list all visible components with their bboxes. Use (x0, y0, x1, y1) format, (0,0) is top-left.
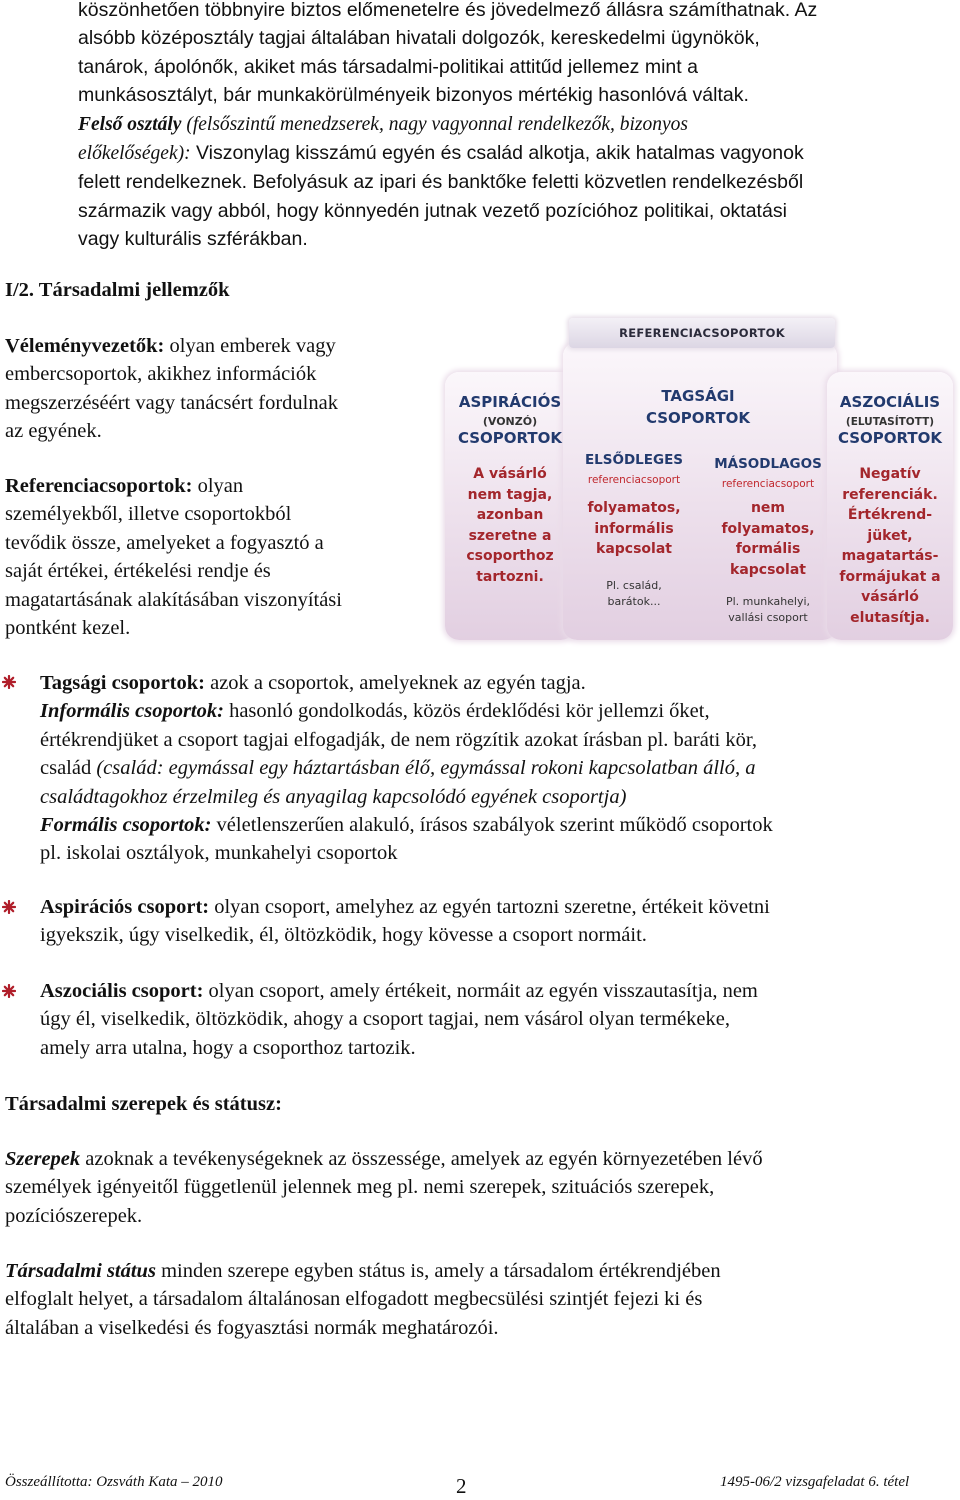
text-line: vagy kulturális szférákban. (78, 228, 308, 251)
upper-class-desc: (felsőszintű menedzserek, nagy vagyonnal rendelkezők, bizonyos (181, 113, 688, 135)
desc-line: informális (594, 520, 674, 537)
text-line (40, 977, 940, 1005)
example-line: Pl. család, (606, 579, 662, 592)
text-line (78, 110, 948, 139)
status-term: Társadalmi státus (5, 1260, 156, 1282)
text-span: család (40, 757, 97, 780)
aspirational-desc (445, 464, 575, 587)
text-span: olyan csoport, amely értékeit, normáit az egyén visszautasítja, nem (203, 980, 758, 1002)
example-line: Pl. munkahelyi, (725, 595, 811, 608)
reference-groups-paragraph (5, 472, 425, 642)
text-span: azoknak a tevékenységeknek az összessége, amelyek az egyén környezetében lévő (80, 1148, 763, 1170)
text-line (40, 669, 940, 697)
text-line (40, 893, 940, 921)
desc-line: formájukat a (839, 568, 941, 585)
primary-desc (567, 498, 701, 560)
text-line: alsóbb középosztály tagjai általában hivatali dolgozók, kereskedelmi ügynökök, (78, 27, 760, 50)
text-line: családtagokhoz érzelmileg és anyagilag kapcsolódó egyének csoportja) (40, 785, 627, 808)
associal-group-term: Aszociális csoport: (40, 980, 204, 1002)
text-line: elfoglalt helyet, a társadalom általánosan elfogadott megbecsülési szintjét fejezi ki és (5, 1288, 703, 1311)
desc-line: elutasítja. (850, 609, 930, 626)
family-definition: (család: egymással egy háztartásban élő, egymással rokoni kapcsolatban álló, a (96, 757, 756, 780)
desc-line: kapcsolat (596, 541, 672, 557)
text-line: amely arra utalna, hogy a csoporthoz tartozik. (40, 1036, 416, 1059)
text-line: embercsoportok, akikhez információk (5, 363, 317, 386)
membership-groups-term: Tagsági csoportok: (40, 672, 205, 694)
bullet-star-icon (2, 984, 16, 998)
text-line: megszerzéséért vagy tanácsért fordulnak (5, 391, 338, 414)
aspirational-sub: (VONZÓ) (482, 415, 538, 428)
text-line: személyekből, illetve csoportokból (5, 503, 292, 526)
secondary-title: MÁSODLAGOS (714, 456, 822, 472)
roles-heading: Társadalmi szerepek és státusz: (5, 1093, 282, 1115)
text-span: Viszonylag kisszámú egyén és család alkotja, akik hatalmas vagyonok (190, 142, 804, 165)
text-span: olyan emberek vagy (164, 335, 336, 357)
desc-line: azonban (476, 507, 544, 523)
text-line: úgy él, viselkedik, öltözködik, ahogy a csoport tagjai, nem vásárol olyan termékeke, (40, 1008, 730, 1031)
text-line: tevődik össze, amelyeket a fogyasztó a (5, 531, 324, 554)
text-line: pontként kezel. (5, 617, 131, 640)
bullet-star-icon (2, 900, 16, 914)
text-line (78, 139, 948, 168)
associal-title: ASZOCIÁLIS (839, 393, 941, 411)
desc-line: referenciák. (842, 486, 938, 503)
text-span: hasonló gondolkodás, közös érdeklődési kör jellemzi őket, (223, 700, 710, 723)
text-line: köszönhetően többnyire biztos előmenetelre és jövedelmező állásra számíthatnak. Az (78, 0, 818, 21)
top-paragraph (78, 0, 948, 254)
roles-term: Szerepek (5, 1148, 81, 1170)
text-span: véletlenszerűen alakuló, írásos szabályok szerint működő csoportok (211, 814, 773, 837)
opinion-leaders-term: Véleményvezetők: (5, 335, 165, 357)
desc-line: magatartás- (841, 548, 939, 564)
secondary-desc (699, 498, 837, 580)
desc-line: A vásárló (473, 466, 547, 482)
status-paragraph (5, 1257, 945, 1342)
text-line: értékrendjüket a csoport tagjai elfogadják, de nem rögzítik azokat írásban pl. baráti kör, (40, 728, 757, 751)
desc-line: folyamatos, (587, 500, 681, 516)
membership-groups-bullet (40, 669, 940, 868)
text-line: személyek igényeitől függetlenül jelennek meg pl. nemi szerepek, szituációs szerepek, (5, 1176, 715, 1199)
associal-title-2: CSOPORTOK (837, 429, 943, 447)
footer-author: Összeállította: Ozsváth Kata – 2010 (5, 1474, 223, 1490)
text-line: saját értékei, értékelési rendje és (5, 560, 271, 583)
desc-line: nem (750, 500, 786, 516)
informal-groups-term: Informális csoportok: (40, 700, 224, 723)
bullet-star-icon (2, 675, 16, 689)
desc-line: szeretne a (468, 527, 552, 544)
formal-groups-term: Formális csoportok: (40, 814, 212, 837)
aspirational-group-bullet (40, 893, 940, 950)
text-line: az egyének. (5, 420, 102, 443)
text-line: igyekszik, úgy viselkedik, él, öltözködik, hogy kövesse a csoport normáit. (40, 924, 647, 947)
reference-groups-term: Referenciacsoportok: (5, 475, 193, 497)
text-line: pozíciószerepek. (5, 1204, 143, 1227)
desc-line: kapcsolat (730, 561, 806, 578)
desc-line: folyamatos, (721, 520, 815, 537)
diagram-top-label: REFERENCIACSOPORTOK (569, 318, 835, 348)
text-line (40, 811, 940, 839)
text-span: olyan csoport, amelyhez az egyén tartozni szeretne, értékeit követni (209, 896, 770, 918)
text-line: felett rendelkeznek. Befolyásuk az ipari és banktőke feletti közvetlen rendelkezésből (78, 171, 804, 194)
text-line (5, 1145, 945, 1173)
reference-groups-diagram (443, 316, 955, 642)
page-number: 2 (456, 1474, 467, 1498)
primary-example (567, 578, 701, 610)
primary-title: ELSŐDLEGES (584, 452, 684, 468)
text-line: munkásosztályt, bár munkakörülményeik bizonyos mértékig hasonlóvá váltak. (78, 84, 749, 107)
roles-paragraph (5, 1145, 945, 1230)
secondary-example (699, 594, 837, 626)
footer-code: 1495-06/2 vizsgafeladat 6. tétel (720, 1474, 910, 1490)
aspirational-title: ASPIRÁCIÓS (458, 393, 562, 411)
desc-line: Értékrend- (847, 507, 933, 523)
desc-line: vásárló (861, 589, 919, 605)
primary-sub: referenciacsoport (587, 474, 681, 486)
upper-class-desc: előkelőségek): (78, 143, 191, 165)
membership-title-2: CSOPORTOK (645, 409, 751, 427)
text-line (5, 472, 425, 500)
desc-line: nem tagja, (467, 486, 553, 503)
desc-line: Negatív (859, 466, 921, 482)
example-line: barátok... (607, 595, 661, 608)
text-line (40, 754, 940, 782)
text-line (5, 332, 425, 360)
membership-title: TAGSÁGI (661, 387, 735, 405)
associal-sub: (ELUTASÍTOTT) (845, 416, 935, 428)
text-span: minden szerepe egyben státus is, amely a társadalom értékrendjében (155, 1260, 721, 1282)
associal-desc (827, 464, 953, 628)
text-line: pl. iskolai osztályok, munkahelyi csoportok (40, 842, 398, 865)
aspirational-group-term: Aspirációs csoport: (40, 896, 210, 918)
text-line: származik vagy abból, hogy könnyedén jutnak vezető pozícióhoz politikai, oktatási (78, 199, 787, 222)
text-line (40, 697, 940, 725)
text-line: általában a viselkedési és fogyasztási normák meghatározói. (5, 1316, 499, 1339)
text-line: magatartásának alakításában viszonyítási (5, 588, 342, 611)
desc-line: csoporthoz (466, 548, 554, 564)
section-heading: I/2. Társadalmi jellemzők (5, 279, 230, 301)
aspirational-title-2: CSOPORTOK (457, 429, 563, 447)
desc-line: tartozni. (476, 568, 544, 585)
desc-line: formális (735, 541, 801, 557)
secondary-sub: referenciacsoport (721, 478, 815, 490)
text-line (5, 1257, 945, 1285)
example-line: vallási csoport (728, 611, 808, 624)
desc-line: jüket, (867, 527, 913, 544)
opinion-leaders-paragraph (5, 332, 425, 446)
upper-class-term: Felső osztály (78, 113, 182, 135)
text-line: tanárok, ápolónők, akiket más társadalmi-politikai attitűd jellemez mint a (78, 55, 698, 78)
text-span: azok a csoportok, amelyeknek az egyén tagja. (204, 672, 586, 694)
associal-group-bullet (40, 977, 940, 1062)
text-span: olyan (192, 475, 244, 497)
